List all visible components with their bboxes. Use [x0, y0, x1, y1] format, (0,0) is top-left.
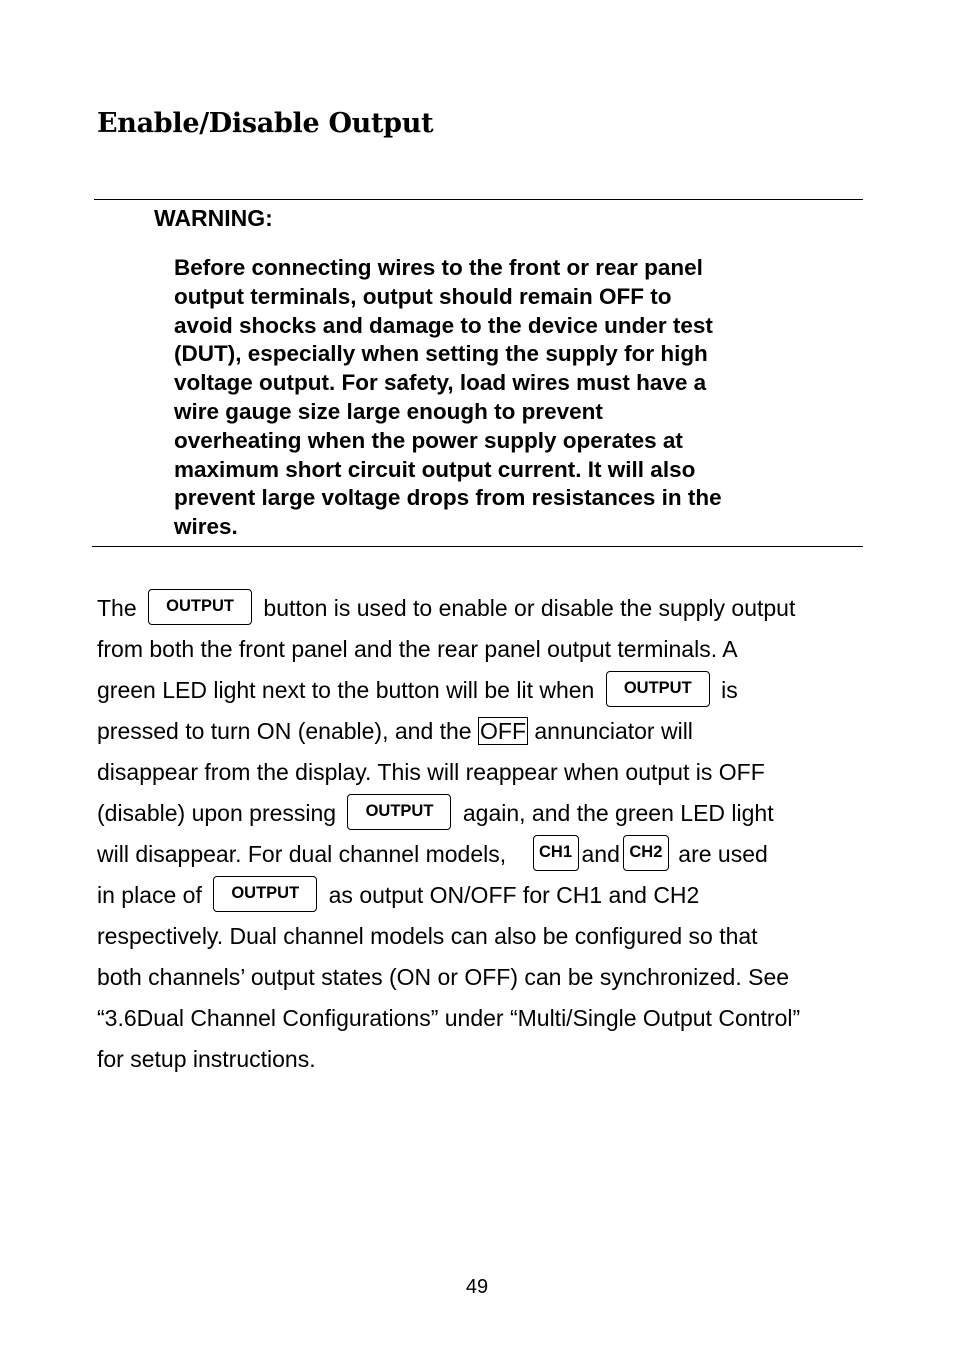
- warning-line: Before connecting wires to the front or rear panel: [174, 255, 703, 280]
- body-text: “3.6Dual Channel Configurations” under “Multi/Single Output Control”: [97, 1005, 801, 1031]
- page-number: 49: [465, 1276, 489, 1298]
- warning-line: (DUT), especially when setting the supply for high: [174, 341, 708, 367]
- body-line: [97, 998, 877, 1039]
- body-text: The: [97, 595, 137, 621]
- body-text: again, and the green LED light: [462, 800, 774, 826]
- output-key-icon: OUTPUT: [213, 876, 317, 912]
- body-text: is: [721, 677, 738, 703]
- body-text: disappear from the display. This will reappear when output is OFF: [97, 759, 765, 785]
- body-text: will disappear. For dual channel models,: [97, 841, 507, 867]
- warning-label: WARNING:: [154, 205, 273, 231]
- ch2-key-icon: CH2: [623, 835, 669, 871]
- body-text: button is used to enable or disable the supply output: [263, 595, 796, 621]
- warning-bottom-rule: [92, 546, 863, 547]
- output-key-icon: OUTPUT: [347, 794, 451, 830]
- body-text: respectively. Dual channel models can also be configured so that: [97, 923, 758, 949]
- body-text: (disable) upon pressing: [97, 800, 337, 826]
- body-text: from both the front panel and the rear panel output terminals. A: [97, 636, 738, 662]
- output-key-icon: OUTPUT: [606, 671, 710, 707]
- body-line: [97, 793, 877, 834]
- warning-line: wire gauge size large enough to prevent: [174, 398, 603, 424]
- body-line: [97, 711, 877, 752]
- body-text: in place of: [97, 882, 202, 908]
- warning-line: wires.: [174, 514, 238, 540]
- output-key-icon: OUTPUT: [148, 589, 252, 625]
- ch1-key-icon: CH1: [533, 835, 579, 871]
- warning-line: avoid shocks and damage to the device under test: [174, 312, 713, 338]
- body-text: annunciator will: [534, 718, 693, 744]
- body-line: [97, 629, 877, 670]
- body-text: pressed to turn ON (enable), and the: [97, 718, 472, 744]
- body-line: [97, 957, 877, 998]
- body-text: green LED light next to the button will be lit when: [97, 677, 595, 703]
- body-text: for setup instructions.: [97, 1046, 316, 1072]
- body-line: [97, 1039, 877, 1080]
- body-text: and: [581, 841, 620, 867]
- body-line: [97, 588, 877, 629]
- warning-text: [174, 254, 814, 542]
- body-paragraph: [97, 588, 877, 1080]
- body-text: as output ON/OFF for CH1 and CH2: [328, 882, 700, 908]
- warning-line: voltage output. For safety, load wires must have a: [174, 370, 707, 396]
- body-line: [97, 875, 877, 916]
- warning-line: overheating when the power supply operates at: [174, 427, 683, 453]
- body-line: [97, 834, 877, 875]
- warning-line: maximum short circuit output current. It will also: [174, 456, 696, 482]
- body-line: [97, 916, 877, 957]
- warning-line: prevent large voltage drops from resistances in the: [174, 485, 722, 511]
- warning-top-rule: [94, 199, 863, 200]
- warning-line: output terminals, output should remain OFF to: [174, 283, 672, 309]
- body-text: are used: [678, 841, 768, 867]
- section-title: Enable/Disable Output: [97, 108, 434, 139]
- body-line: [97, 752, 877, 793]
- body-line: [97, 670, 877, 711]
- off-annunciator: OFF: [480, 718, 526, 744]
- body-text: both channels’ output states (ON or OFF) can be synchronized. See: [97, 964, 790, 990]
